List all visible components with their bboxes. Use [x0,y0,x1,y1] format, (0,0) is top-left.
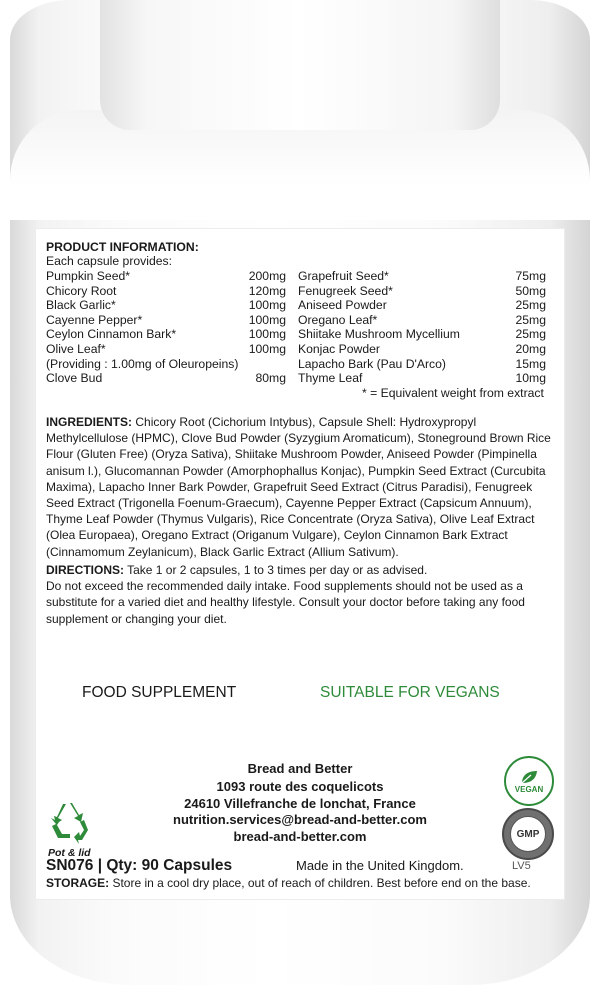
vegan-badge-text: VEGAN [514,784,544,794]
left-nutrient-amount: 120mg [248,283,286,298]
company-website: bread-and-better.com [233,829,367,844]
right-nutrient-name: Oregano Leaf* [298,312,378,327]
product-info-subheading: Each capsule provides: [46,254,173,268]
left-nutrient-name: Ceylon Cinnamon Bark* [46,327,177,342]
directions-warning: Do not exceed the recommended daily intake. Food supplements should not be used as a substitute for a varied diet and healthy lifestyle. Consult your doctor before taking any food supplement or changing your diet. [46,579,525,626]
left-nutrient-amount: 100mg [248,298,286,313]
right-nutrient-name: Fenugreek Seed* [298,283,393,298]
right-nutrient-amount: 25mg [515,327,546,342]
ingredients-label: INGREDIENTS: [46,415,133,429]
company-address-1: 1093 route des coquelicots [216,779,384,794]
left-nutrient-amount: 100mg [248,327,286,342]
storage-text: Store in a cool dry place, out of reach of children. Best before end on the base. [109,876,531,890]
left-nutrient-name: Clove Bud [46,371,103,386]
right-nutrient-name: Aniseed Powder [298,298,387,313]
company-email: nutrition.services@bread-and-better.com [173,812,427,827]
lv-code: LV5 [512,860,531,872]
right-nutrient-name: Konjac Powder [298,342,380,356]
left-nutrient-name: Olive Leaf* [46,342,106,356]
company-address-2: 24610 Villefranche de lonchat, France [184,796,416,811]
recycle-label: Pot & lid [48,847,91,859]
left-nutrient-name: Pumpkin Seed* [46,269,131,283]
ingredients-text: Chicory Root (Cichorium Intybus), Capsule Shell: Hydroxypropyl Methylcellulose (HPMC), Clove Bud Powder (Syzygium Aromaticum), Stoneground Brown Rice Flour (Gluten Free) (Oryza Sativa), Shiitake Mushroom Powder, Aniseed Powder (Pimpinella anisum l.), Glucomannan Powder (Amorphophallus Konjac), Pumpkin Seed Extract (Curcubita Maxima), Lapacho Inner Bark Powder, Grapefruit Seed Extract (Citrus Paradisi), Fenugreek Seed Extract (Trigonella Foenum-Graecum), Cayenne Pepper Extract (Capsicum Annuum), Thyme Leaf Powder (Thymus Vulgaris), Rice Concentrate (Oryza Sativa), Olive Leaf Extract (Olea Europaea), Oregano Extract (Origanum Vulgare), Ceylon Cinnamon Bark Extract (Cinnamomum Zeylanicum), Black Garlic Extract (Allium Sativum). [46,415,551,559]
left-nutrient-name: Cayenne Pepper* [46,312,143,327]
bottle-cap [100,0,500,130]
footnote: * = Equivalent weight from extract [362,386,544,400]
left-nutrient-name: Chicory Root [46,283,117,298]
left-nutrient-amount: 100mg [248,312,286,327]
right-nutrient-amount: 10mg [515,371,546,386]
left-nutrient-amount: 80mg [255,371,286,386]
food-supplement-text: FOOD SUPPLEMENT [82,684,237,701]
right-nutrient-amount: 75mg [515,269,546,283]
directions-text: Take 1 or 2 capsules, 1 to 3 times per day or as advised. [124,563,428,577]
right-nutrient-name: Lapacho Bark (Pau D'Arco) [298,356,446,371]
right-nutrient-amount: 50mg [515,283,546,298]
right-nutrient-amount: 25mg [515,298,546,313]
right-nutrient-name: Grapefruit Seed* [298,269,389,283]
directions-label: DIRECTIONS: [46,563,124,577]
left-nutrient-name: Black Garlic* [46,298,116,313]
directions-block [46,562,554,627]
right-nutrient-amount: 20mg [515,342,546,356]
vegan-badge [504,756,554,806]
suitable-vegans-text: SUITABLE FOR VEGANS [320,684,500,701]
right-nutrient-name: Shiitake Mushroom Mycellium [298,327,460,342]
gmp-badge [502,808,554,860]
left-nutrient-amount: 200mg [248,269,286,283]
storage-line [46,876,531,891]
company-name: Bread and Better [247,761,353,776]
right-nutrient-amount: 25mg [515,312,546,327]
made-in: Made in the United Kingdom. [296,858,464,873]
left-nutrient-amount: 100mg [248,342,286,356]
gmp-badge-text: GMP [516,828,540,840]
recycle-icon [48,800,92,844]
ingredients-block [46,414,554,560]
product-info-heading: PRODUCT INFORMATION: [46,240,199,254]
storage-label: STORAGE: [46,876,110,890]
left-nutrient-name: (Providing : 1.00mg of Oleuropeins) [46,356,239,371]
leaf-icon [519,769,539,785]
sn-qty: SN076 | Qty: 90 Capsules [46,857,233,874]
right-nutrient-amount: 15mg [515,356,546,371]
right-nutrient-name: Thyme Leaf [298,371,363,386]
